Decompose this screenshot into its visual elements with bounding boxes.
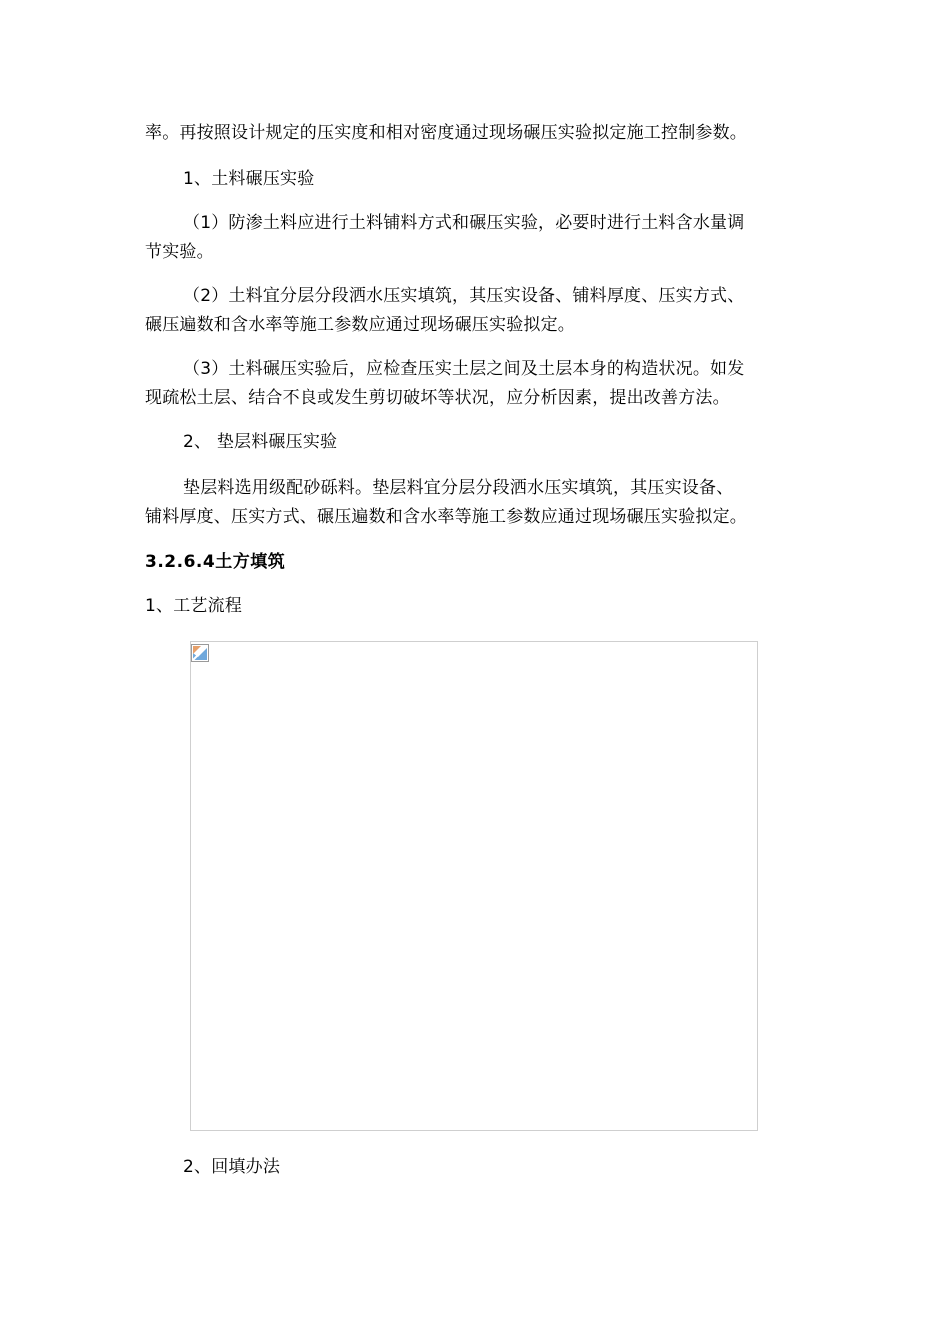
paragraph-continuation: 率。再按照设计规定的压实度和相对密度通过现场碾压实验拟定施工控制参数。 xyxy=(145,123,747,143)
paragraph-item-2-line-2: 碾压遍数和含水率等施工参数应通过现场碾压实验拟定。 xyxy=(145,315,575,335)
subheading-soil-compaction-test: 1、土料碾压实验 xyxy=(183,169,315,189)
paragraph-item-3-line-1: （3）土料碾压实验后，应检查压实土层之间及土层本身的构造状况。如发 xyxy=(183,359,745,379)
paragraph-cushion-line-1: 垫层料选用级配砂砾料。垫层料宜分层分段洒水压实填筑，其压实设备、 xyxy=(183,478,734,498)
paragraph-cushion-line-2: 铺料厚度、压实方式、碾压遍数和含水率等施工参数应通过现场碾压实验拟定。 xyxy=(145,507,747,527)
paragraph-item-1-line-1: （1）防渗土料应进行土料铺料方式和碾压实验，必要时进行土料含水量调 xyxy=(183,213,745,233)
subheading-process-flow: 1、工艺流程 xyxy=(145,596,243,616)
process-flow-image xyxy=(190,641,758,1131)
section-heading: 3.2.6.4土方填筑 xyxy=(145,552,286,572)
paragraph-item-3-line-2: 现疏松土层、结合不良或发生剪切破坏等状况，应分析因素，提出改善方法。 xyxy=(145,388,730,408)
paragraph-item-2-line-1: （2）土料宜分层分段洒水压实填筑，其压实设备、铺料厚度、压实方式、 xyxy=(183,286,745,306)
broken-image-icon xyxy=(191,644,209,662)
subheading-backfill-method: 2、回填办法 xyxy=(183,1157,281,1177)
paragraph-item-1-line-2: 节实验。 xyxy=(145,242,214,262)
subheading-cushion-compaction-test: 2、 垫层料碾压实验 xyxy=(183,432,338,452)
